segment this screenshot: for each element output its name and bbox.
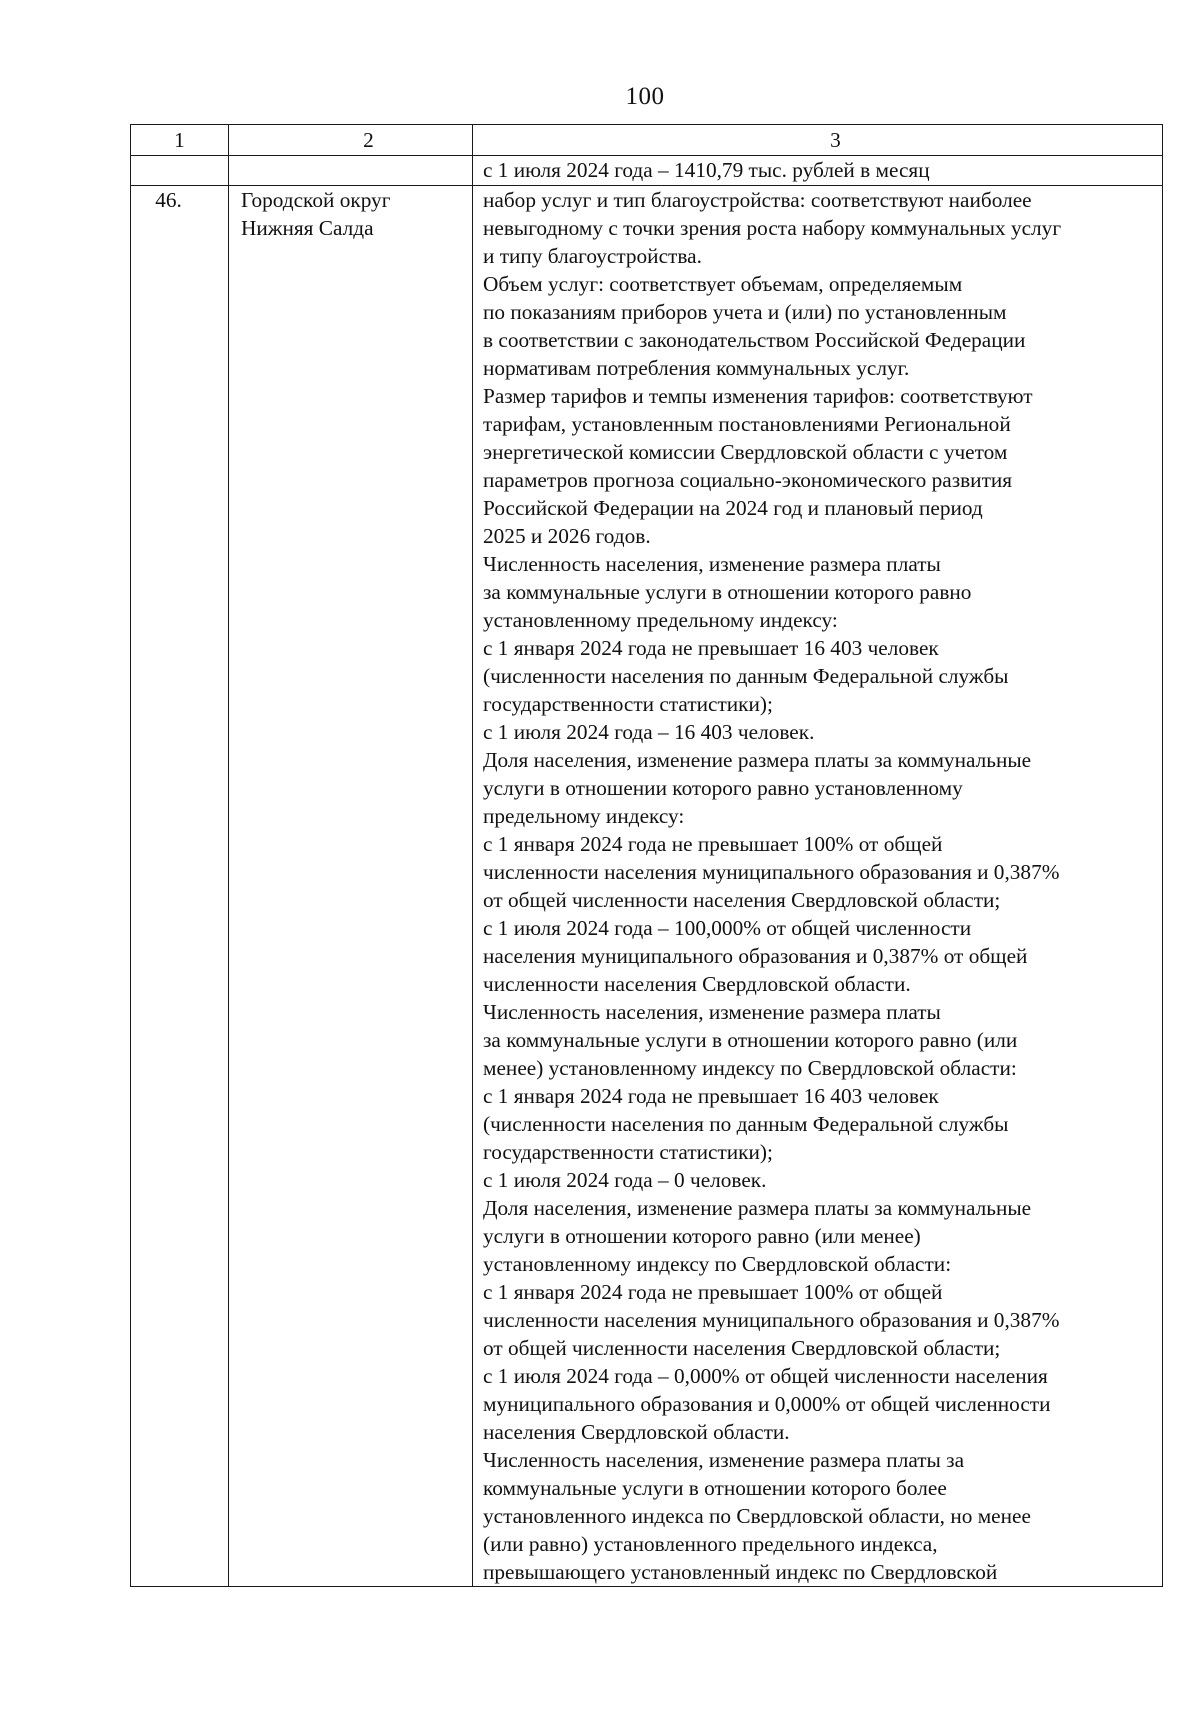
- content-line: с 1 января 2024 года не превышает 100% от общей: [483, 1280, 943, 1304]
- carry-over-row: [131, 156, 1163, 186]
- content-text: [473, 186, 1162, 1586]
- municipality-name: [229, 186, 472, 242]
- content-line: за коммунальные услуги в отношении которого равно (или: [483, 1028, 1018, 1052]
- municipality-line: Городской округ: [241, 188, 391, 212]
- content-line: государственности статистики);: [483, 692, 773, 716]
- content-line: предельному индексу:: [483, 804, 685, 828]
- content-line: и типу благоустройства.: [483, 244, 702, 268]
- row-number-cell: [131, 186, 229, 1587]
- content-line: с 1 января 2024 года не превышает 100% от общей: [483, 832, 943, 856]
- content-line: нормативам потребления коммунальных услуг.: [483, 356, 910, 380]
- content-line: Численность населения, изменение размера платы: [483, 552, 941, 576]
- carry-over-text: с 1 июля 2024 года – 1410,79 тыс. рублей в месяц: [483, 158, 930, 182]
- content-line: от общей численности населения Свердловской области;: [483, 1336, 1001, 1360]
- column-header-3: 3: [473, 125, 1163, 156]
- content-line: от общей численности населения Свердловской области;: [483, 888, 1001, 912]
- carry-over-cell-content: [473, 156, 1163, 186]
- content-line: установленному предельному индексу:: [483, 608, 838, 632]
- content-line: превышающего установленный индекс по Свердловской: [483, 1560, 998, 1584]
- content-line: численности населения муниципального образования и 0,387%: [483, 860, 1060, 884]
- content-line: менее) установленному индексу по Свердловской области:: [483, 1056, 1017, 1080]
- content-line: Доля населения, изменение размера платы за коммунальные: [483, 748, 1032, 772]
- content-line: установленного индекса по Свердловской области, но менее: [483, 1504, 1031, 1528]
- content-line: с 1 июля 2024 года – 16 403 человек.: [483, 720, 815, 744]
- carry-over-cell-municipality: [229, 156, 473, 186]
- content-line: населения муниципального образования и 0,387% от общей: [483, 944, 1028, 968]
- content-line: Размер тарифов и темпы изменения тарифов: соответствуют: [483, 384, 1033, 408]
- content-line: с 1 июля 2024 года – 100,000% от общей численности: [483, 916, 972, 940]
- content-line: набор услуг и тип благоустройства: соответствуют наиболее: [483, 188, 1032, 212]
- content-line: с 1 июля 2024 года – 0 человек.: [483, 1168, 767, 1192]
- content-line: Численность населения, изменение размера платы за: [483, 1448, 965, 1472]
- column-header-1: 1: [131, 125, 229, 156]
- content-line: Доля населения, изменение размера платы за коммунальные: [483, 1196, 1032, 1220]
- content-line: параметров прогноза социально-экономического развития: [483, 468, 1013, 492]
- content-line: коммунальные услуги в отношении которого более: [483, 1476, 947, 1500]
- content-line: по показаниям приборов учета и (или) по установленным: [483, 300, 1007, 324]
- content-line: с 1 июля 2024 года – 0,000% от общей численности населения: [483, 1364, 1048, 1388]
- content-line: численности населения Свердловской области.: [483, 972, 911, 996]
- municipality-cell: [229, 186, 473, 1587]
- content-line: (численности населения по данным Федеральной службы: [483, 664, 1009, 688]
- content-line: государственности статистики);: [483, 1140, 773, 1164]
- row-number: 46.: [155, 188, 182, 212]
- content-line: Российской Федерации на 2024 год и плановый период: [483, 496, 983, 520]
- content-line: установленному индексу по Свердловской области:: [483, 1252, 952, 1276]
- content-line: услуги в отношении которого равно (или менее): [483, 1224, 921, 1248]
- content-line: численности населения муниципального образования и 0,387%: [483, 1308, 1060, 1332]
- content-line: услуги в отношении которого равно установленному: [483, 776, 963, 800]
- content-line: за коммунальные услуги в отношении которого равно: [483, 580, 972, 604]
- content-line: населения Свердловской области.: [483, 1420, 790, 1444]
- content-line: (численности населения по данным Федеральной службы: [483, 1112, 1009, 1136]
- content-line: в соответствии с законодательством Российской Федерации: [483, 328, 1026, 352]
- carry-over-cell-number: [131, 156, 229, 186]
- content-line: муниципального образования и 0,000% от общей численности: [483, 1392, 1051, 1416]
- content-cell: [473, 186, 1163, 1587]
- content-line: с 1 января 2024 года не превышает 16 403 человек: [483, 1084, 939, 1108]
- content-line: Численность населения, изменение размера платы: [483, 1000, 941, 1024]
- content-line: энергетической комиссии Свердловской области с учетом: [483, 440, 1008, 464]
- column-header-2: 2: [229, 125, 473, 156]
- content-line: (или равно) установленного предельного индекса,: [483, 1532, 938, 1556]
- document-table: [130, 124, 1163, 1587]
- table-header-row: [131, 125, 1163, 156]
- content-line: 2025 и 2026 годов.: [483, 524, 651, 548]
- content-line: Объем услуг: соответствует объемам, определяемым: [483, 272, 963, 296]
- table-row: [131, 186, 1163, 1587]
- content-line: с 1 января 2024 года не превышает 16 403 человек: [483, 636, 939, 660]
- municipality-line: Нижняя Салда: [241, 216, 374, 240]
- page-number: 100: [625, 83, 665, 110]
- content-line: тарифам, установленным постановлениями Региональной: [483, 412, 1011, 436]
- content-line: невыгодному с точки зрения роста набору коммунальных услуг: [483, 216, 1062, 240]
